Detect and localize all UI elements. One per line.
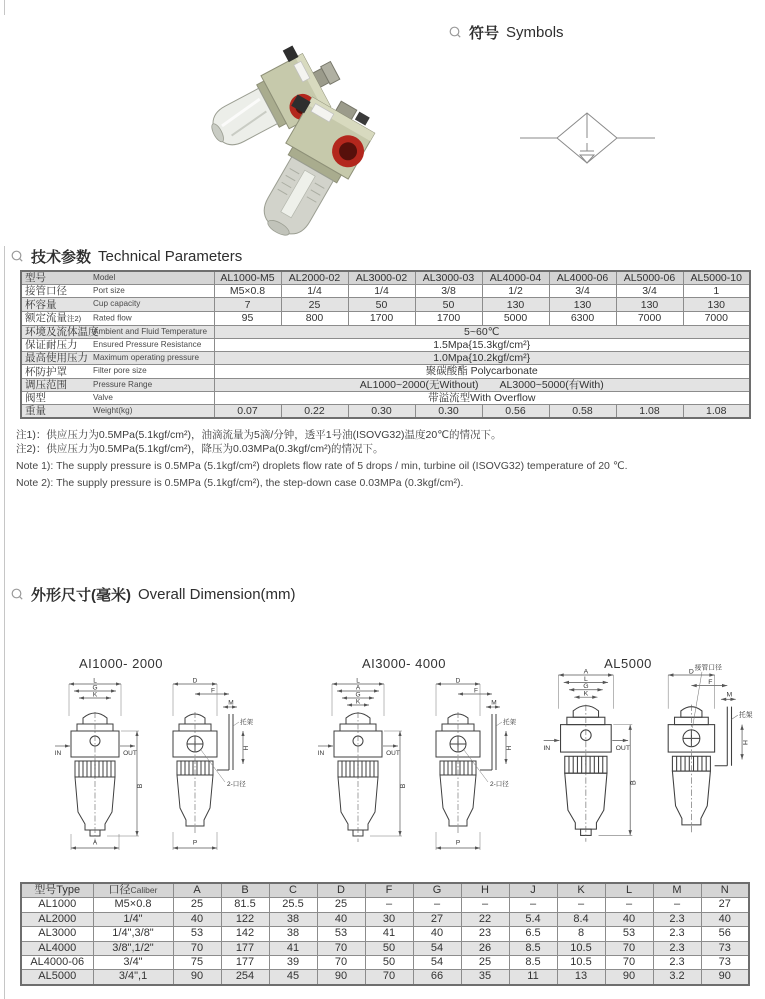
dim-value-cell: 54: [413, 956, 461, 970]
svg-text:2-口径: 2-口径: [490, 781, 509, 788]
dim-value-cell: 40: [605, 912, 653, 926]
tech-value-cell: 7: [214, 298, 281, 311]
tech-value-cell: 1/2: [482, 285, 549, 298]
tech-row: [21, 298, 750, 311]
tech-value-cell: 1.08: [683, 404, 750, 418]
tech-value-cell: 130: [482, 298, 549, 311]
svg-text:B: B: [137, 783, 144, 789]
dim-row: [21, 970, 749, 985]
dim-header-letter: N: [701, 883, 749, 898]
dim-type-cell: AL5000: [21, 970, 93, 985]
dim-header-letter: F: [365, 883, 413, 898]
svg-text:H: H: [243, 745, 250, 751]
dim-value-cell: 3.2: [653, 970, 701, 985]
dim-value-cell: 11: [509, 970, 557, 985]
tech-value-cell: 5000: [482, 311, 549, 325]
tech-value-cell: 0.22: [281, 404, 348, 418]
model-header-cell: AL3000-02: [348, 271, 415, 285]
drawing-title-3: AL5000: [604, 656, 652, 671]
tech-value-cell: 3/4: [616, 285, 683, 298]
svg-text:L: L: [93, 677, 97, 685]
symbols-heading-en: Symbols: [506, 24, 564, 41]
tech-row-label: 接管口径 Port size: [21, 285, 214, 298]
dim-value-cell: 38: [269, 927, 317, 941]
dim-caliber-cell: 3/4": [93, 956, 173, 970]
dim-value-cell: 142: [221, 927, 269, 941]
dim-row: [21, 912, 749, 926]
tech-row-label: 型号 Model: [21, 271, 214, 285]
tech-span-cell: 5~60℃: [214, 325, 750, 338]
dim-caliber-cell: 3/8",1/2": [93, 941, 173, 955]
model-header-cell: AL4000-06: [549, 271, 616, 285]
tech-value-cell: 1.08: [616, 404, 683, 418]
dim-header-letter: A: [173, 883, 221, 898]
dim-value-cell: 27: [413, 912, 461, 926]
dim-value-cell: 2.3: [653, 941, 701, 955]
dim-value-cell: 177: [221, 941, 269, 955]
tech-row: [21, 285, 750, 298]
dim-header-letter: M: [653, 883, 701, 898]
tech-value-cell: 25: [281, 298, 348, 311]
dim-value-cell: 8.4: [557, 912, 605, 926]
svg-text:K: K: [355, 698, 361, 706]
dim-value-cell: 8: [557, 927, 605, 941]
tech-row-label: 杯防护罩 Filter pore size: [21, 365, 214, 378]
dim-value-cell: –: [413, 898, 461, 912]
dim-value-cell: 13: [557, 970, 605, 985]
dim-value-cell: 25: [461, 956, 509, 970]
svg-text:F: F: [708, 678, 713, 686]
dim-value-cell: 90: [317, 970, 365, 985]
note-en-2: Note 2): The supply pressure is 0.5MPa (5.1kgf/cm²), the step-down case 0.03MPa (0.3kgf/cm²).: [16, 477, 464, 489]
tech-value-cell: 6300: [549, 311, 616, 325]
tech-row-label: 重量 Weight(kg): [21, 404, 214, 418]
dim-caliber-cell: 1/4",3/8": [93, 927, 173, 941]
tech-value-cell: 7000: [616, 311, 683, 325]
tech-value-cell: 1700: [415, 311, 482, 325]
tech-span-cell: 带溢流型With Overflow: [214, 391, 750, 404]
dim-value-cell: 90: [701, 970, 749, 985]
dim-value-cell: 73: [701, 941, 749, 955]
tech-value-cell: 0.30: [415, 404, 482, 418]
dim-row: [21, 956, 749, 970]
svg-text:OUT: OUT: [123, 750, 137, 757]
tech-row: [21, 365, 750, 378]
model-header-cell: AL5000-06: [616, 271, 683, 285]
technical-parameters-table: [20, 270, 751, 419]
dim-header-letter: C: [269, 883, 317, 898]
tech-value-cell: 3/8: [415, 285, 482, 298]
dim-value-cell: 39: [269, 956, 317, 970]
dim-value-cell: 35: [461, 970, 509, 985]
tech-value-cell: 1: [683, 285, 750, 298]
svg-text:M: M: [228, 699, 234, 707]
tech-heading: [11, 246, 242, 267]
dim-value-cell: 2.3: [653, 927, 701, 941]
tech-row-label: 额定流量注2) Rated flow: [21, 311, 214, 325]
svg-text:托架: 托架: [240, 719, 253, 726]
svg-text:A: A: [583, 668, 589, 676]
dim-value-cell: 40: [701, 912, 749, 926]
tech-row-label: 最高使用压力 Maximum operating pressure: [21, 352, 214, 365]
dim-header-letter: G: [413, 883, 461, 898]
dim-value-cell: –: [557, 898, 605, 912]
tech-heading-en: Technical Parameters: [98, 248, 243, 265]
dim-value-cell: 56: [701, 927, 749, 941]
dim-value-cell: 27: [701, 898, 749, 912]
tech-value-cell: 130: [616, 298, 683, 311]
tech-row: [21, 391, 750, 404]
dim-value-cell: 50: [365, 941, 413, 955]
tech-value-cell: 1700: [348, 311, 415, 325]
dim-header-letter: B: [221, 883, 269, 898]
dim-value-cell: 23: [461, 927, 509, 941]
svg-text:D: D: [455, 677, 461, 685]
tech-value-cell: 7000: [683, 311, 750, 325]
model-header-cell: AL1000-M5: [214, 271, 281, 285]
svg-text:B: B: [400, 783, 407, 789]
svg-text:K: K: [583, 690, 589, 698]
dim-value-cell: 254: [221, 970, 269, 985]
dim-value-cell: 45: [269, 970, 317, 985]
dim-type-cell: AL4000-06: [21, 956, 93, 970]
dim-header-letter: L: [605, 883, 653, 898]
model-header-cell: AL2000-02: [281, 271, 348, 285]
note-zh-1: 注1)：供应压力为0.5MPa(5.1kgf/cm²)，油滴流量为5滴/分钟，透平1号油(ISOVG32)温度20℃的情况下。: [16, 429, 502, 441]
dimension-drawing-al3000-4000: [288, 674, 523, 879]
dim-row: [21, 941, 749, 955]
tech-row: [21, 271, 750, 285]
dim-value-cell: 177: [221, 956, 269, 970]
tech-row-label: 调压范围 Pressure Range: [21, 378, 214, 391]
symbols-heading: [449, 22, 564, 43]
dim-value-cell: 73: [701, 956, 749, 970]
symbols-heading-zh: 符号: [469, 25, 500, 42]
dim-value-cell: 70: [173, 941, 221, 955]
tech-span-cell: AL1000~2000(无Without) AL3000~5000(有With): [214, 378, 750, 391]
section-bullet-icon: [11, 250, 24, 263]
dim-value-cell: 22: [461, 912, 509, 926]
dim-value-cell: 75: [173, 956, 221, 970]
tech-row-label: 阀型 Valve: [21, 391, 214, 404]
dim-header-letter: D: [317, 883, 365, 898]
svg-text:OUT: OUT: [386, 750, 400, 757]
overall-dimension-table: [20, 882, 750, 986]
tech-row: [21, 404, 750, 418]
dim-type-cell: AL2000: [21, 912, 93, 926]
dim-type-cell: AL1000: [21, 898, 93, 912]
tech-row: [21, 311, 750, 325]
dim-value-cell: 70: [317, 956, 365, 970]
dim-value-cell: 90: [173, 970, 221, 985]
dim-value-cell: 6.5: [509, 927, 557, 941]
svg-text:2-口径: 2-口径: [227, 781, 246, 788]
tech-value-cell: 50: [415, 298, 482, 311]
svg-text:接管口径: 接管口径: [694, 664, 722, 672]
model-header-cell: AL4000-04: [482, 271, 549, 285]
svg-text:IN: IN: [54, 750, 62, 757]
tech-span-cell: 1.5Mpa{15.3kgf/cm²}: [214, 338, 750, 351]
dim-value-cell: 70: [605, 956, 653, 970]
svg-text:K: K: [92, 691, 98, 699]
tech-value-cell: 0.07: [214, 404, 281, 418]
dim-value-cell: 41: [365, 927, 413, 941]
dim-value-cell: 41: [269, 941, 317, 955]
dim-header-letter: K: [557, 883, 605, 898]
product-photos: [118, 18, 408, 240]
dim-type-cell: AL3000: [21, 927, 93, 941]
svg-text:L: L: [356, 677, 360, 685]
dim-value-cell: 10.5: [557, 941, 605, 955]
dims-heading-en: Overall Dimension(mm): [138, 586, 296, 603]
drawing-title-2: AI3000- 4000: [361, 656, 447, 671]
dim-value-cell: 70: [365, 970, 413, 985]
dim-value-cell: 53: [173, 927, 221, 941]
tech-span-cell: 聚碳酸酯 Polycarbonate: [214, 365, 750, 378]
tech-value-cell: 130: [683, 298, 750, 311]
dim-value-cell: –: [509, 898, 557, 912]
dim-value-cell: 8.5: [509, 941, 557, 955]
dim-value-cell: 50: [365, 956, 413, 970]
tech-value-cell: 3/4: [549, 285, 616, 298]
dims-heading-zh: 外形尺寸(毫米): [31, 587, 131, 604]
dim-value-cell: 54: [413, 941, 461, 955]
dim-value-cell: 25: [317, 898, 365, 912]
tech-row: [21, 325, 750, 338]
svg-text:A: A: [355, 684, 361, 692]
dim-value-cell: –: [605, 898, 653, 912]
dim-value-cell: 70: [317, 941, 365, 955]
note-zh-2: 注2)：供应压力为0.5MPa(5.1kgf/cm²)，降压为0.03MPa(0.3kgf/cm²)的情况下。: [16, 443, 384, 455]
dim-value-cell: 25.5: [269, 898, 317, 912]
svg-text:H: H: [742, 740, 750, 746]
svg-text:OUT: OUT: [615, 744, 631, 752]
dim-value-cell: 40: [413, 927, 461, 941]
dim-value-cell: –: [653, 898, 701, 912]
dim-type-cell: AL4000: [21, 941, 93, 955]
drawing-title-1: AI1000- 2000: [78, 656, 164, 671]
dim-value-cell: 122: [221, 912, 269, 926]
dim-header-type: 型号Type: [21, 883, 93, 898]
svg-text:H: H: [506, 745, 513, 751]
svg-text:P: P: [455, 839, 461, 847]
model-header-cell: AL5000-10: [683, 271, 750, 285]
dim-value-cell: 2.3: [653, 912, 701, 926]
svg-text:G: G: [92, 684, 98, 692]
dim-value-cell: 38: [269, 912, 317, 926]
svg-text:托架: 托架: [503, 719, 516, 726]
dim-value-cell: 40: [173, 912, 221, 926]
svg-text:D: D: [688, 668, 694, 676]
dim-row: [21, 927, 749, 941]
note-en-1: Note 1): The supply pressure is 0.5MPa (5.1kgf/cm²) droplets flow rate of 5 drops / min, turbine oil (ISOVG32) temperature of 20 ℃.: [16, 459, 628, 472]
dim-header-row: [21, 883, 749, 898]
dim-value-cell: 90: [605, 970, 653, 985]
dim-value-cell: 30: [365, 912, 413, 926]
dim-value-cell: 8.5: [509, 956, 557, 970]
svg-text:L: L: [583, 675, 588, 683]
svg-text:M: M: [491, 699, 497, 707]
tech-value-cell: 0.58: [549, 404, 616, 418]
dim-value-cell: 81.5: [221, 898, 269, 912]
dim-value-cell: –: [461, 898, 509, 912]
svg-text:G: G: [355, 691, 361, 699]
svg-text:P: P: [192, 839, 198, 847]
dim-value-cell: 2.3: [653, 956, 701, 970]
dim-value-cell: 10.5: [557, 956, 605, 970]
tech-row: [21, 338, 750, 351]
dim-value-cell: 25: [173, 898, 221, 912]
lubricator-symbol: [520, 105, 655, 169]
dim-header-letter: J: [509, 883, 557, 898]
tech-value-cell: M5×0.8: [214, 285, 281, 298]
page-border-left: [4, 246, 5, 999]
tech-value-cell: 130: [549, 298, 616, 311]
tech-value-cell: 0.30: [348, 404, 415, 418]
tech-heading-zh: 技术参数: [31, 249, 92, 266]
tech-row: [21, 352, 750, 365]
notes: [16, 428, 751, 491]
svg-text:IN: IN: [317, 750, 325, 757]
dim-value-cell: 40: [317, 912, 365, 926]
svg-text:托架: 托架: [738, 712, 753, 720]
model-header-cell: AL3000-03: [415, 271, 482, 285]
dim-value-cell: –: [365, 898, 413, 912]
tech-value-cell: 50: [348, 298, 415, 311]
section-bullet-icon: [11, 588, 24, 601]
svg-text:F: F: [474, 687, 478, 695]
svg-text:M: M: [726, 691, 733, 699]
dim-header-letter: H: [461, 883, 509, 898]
tech-span-cell: 1.0Mpa{10.2kgf/cm²}: [214, 352, 750, 365]
dim-row: [21, 898, 749, 912]
tech-value-cell: 95: [214, 311, 281, 325]
dim-caliber-cell: 3/4",1: [93, 970, 173, 985]
dim-header-caliber: 口径Caliber: [93, 883, 173, 898]
tech-row-label: 保证耐压力 Ensured Pressure Resistance: [21, 338, 214, 351]
dim-value-cell: 5.4: [509, 912, 557, 926]
dimension-drawing-al5000: [512, 664, 760, 881]
dim-caliber-cell: 1/4": [93, 912, 173, 926]
section-bullet-icon: [449, 26, 462, 39]
svg-text:A: A: [92, 839, 98, 847]
tech-value-cell: 0.56: [482, 404, 549, 418]
svg-text:F: F: [211, 687, 215, 695]
tech-row: [21, 378, 750, 391]
tech-row-label: 杯容量 Cup capacity: [21, 298, 214, 311]
svg-text:B: B: [628, 780, 638, 786]
dim-value-cell: 53: [605, 927, 653, 941]
dimension-drawing-al1000-2000: [25, 674, 260, 879]
dim-value-cell: 70: [605, 941, 653, 955]
tech-value-cell: 1/4: [281, 285, 348, 298]
tech-row-label: 环境及流体温度Ambient and Fluid Temperature: [21, 325, 214, 338]
dims-heading: [11, 584, 296, 605]
dim-caliber-cell: M5×0.8: [93, 898, 173, 912]
dim-value-cell: 66: [413, 970, 461, 985]
svg-text:D: D: [192, 677, 198, 685]
page-border-top-left: [4, 0, 5, 15]
tech-value-cell: 1/4: [348, 285, 415, 298]
tech-value-cell: 800: [281, 311, 348, 325]
svg-text:G: G: [583, 683, 589, 691]
dim-value-cell: 26: [461, 941, 509, 955]
svg-text:IN: IN: [543, 744, 551, 752]
dim-value-cell: 53: [317, 927, 365, 941]
